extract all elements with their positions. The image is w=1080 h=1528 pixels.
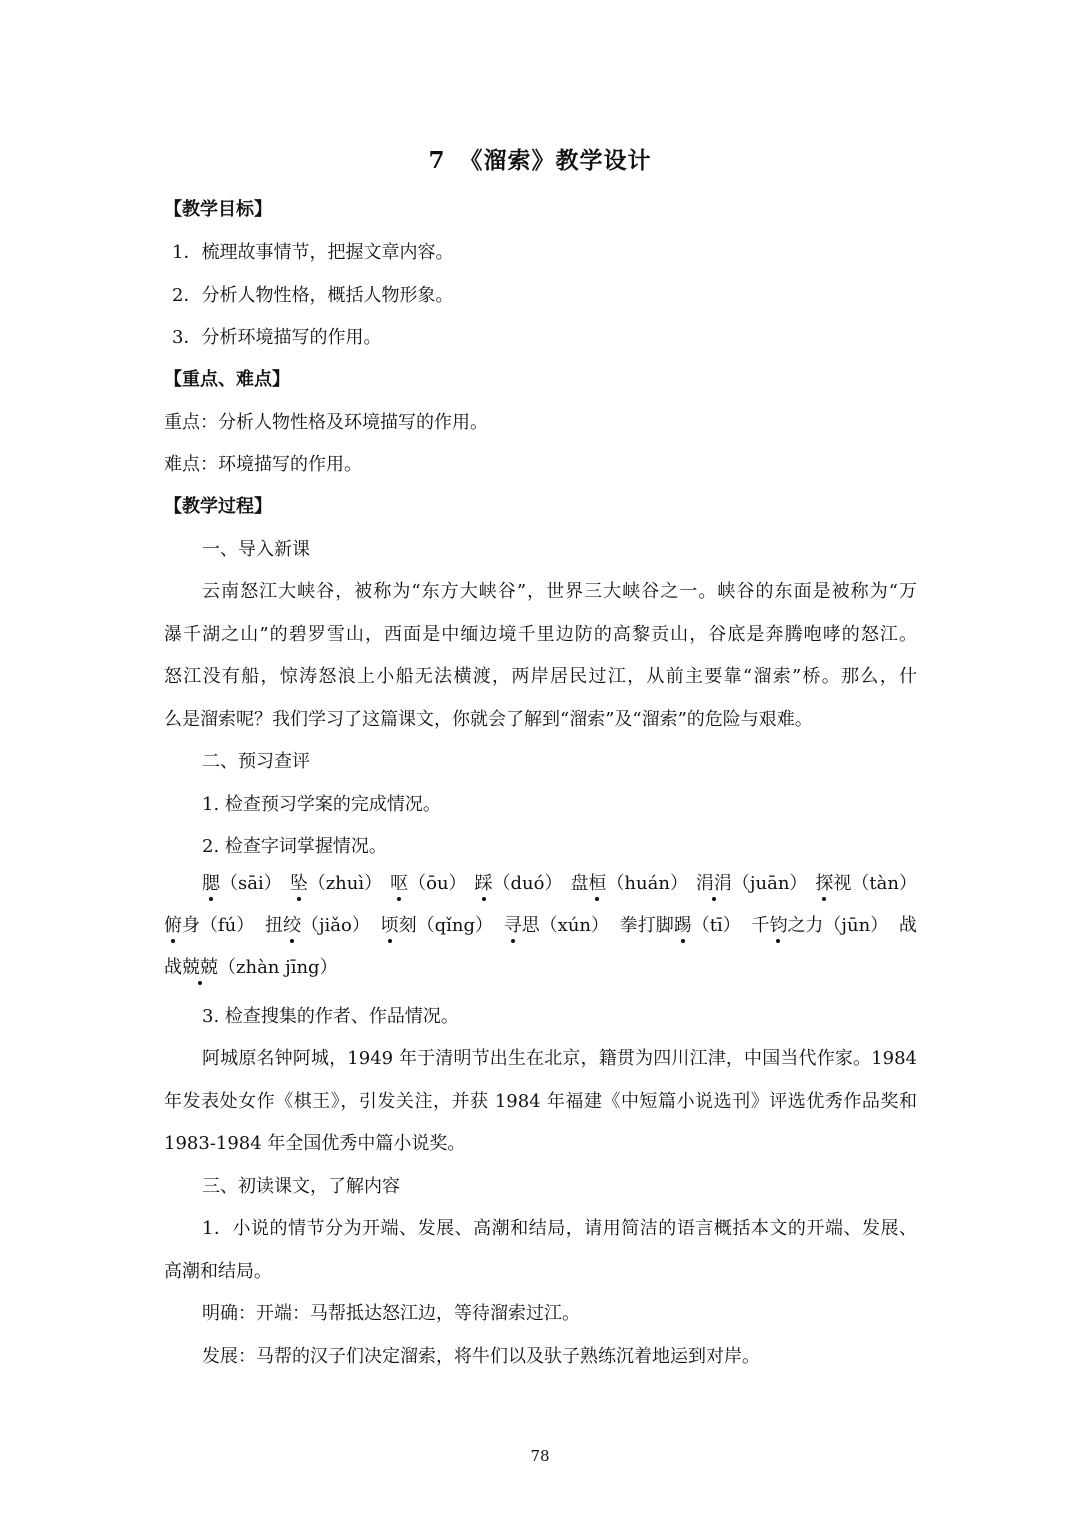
vocab-entry: 坠（zhuì） <box>290 871 382 897</box>
section1-title: 一、导入新课 <box>202 539 310 560</box>
intro-para-line-1: 云南怒江大峡谷，被称为“东方大峡谷”，世界三大峡谷之一。峡谷的东面是被称为“万 <box>202 581 917 602</box>
preview-item-1: 1. 检查预习学案的完成情况。 <box>202 794 441 815</box>
emphasis-dot-char: 顷 <box>381 913 399 939</box>
vocab-entry: 腮（sāi） <box>202 871 282 897</box>
objective-item-1: 1．梳理故事情节，把握文章内容。 <box>172 242 454 263</box>
vocab-entry: 战兢兢（zhàn jīng） <box>164 957 338 978</box>
vocab-entry: 寻思（xún） <box>504 913 609 939</box>
intro-para-line-4: 么是溜索呢？我们学习了这篇课文，你就会了解到“溜索”及“溜索”的危险与艰难。 <box>164 709 813 730</box>
process-heading: 【教学过程】 <box>164 496 272 517</box>
emphasis-dot-char: 坠 <box>290 871 308 897</box>
emphasis-dot-char: 寻 <box>504 913 522 939</box>
vocab-entry: 俯身（fú） <box>164 913 254 939</box>
emphasis-dot-char: 踩 <box>475 871 493 897</box>
page-number: 78 <box>530 1447 550 1465</box>
vocab-entry: 踩（duó） <box>475 871 563 897</box>
vocab-entry: 呕（ōu） <box>390 871 466 897</box>
difficult-point-text: 难点：环境描写的作用。 <box>164 454 362 475</box>
vocab-line-1 <box>202 871 917 897</box>
vocab-entry: 拳打脚踢（tī） <box>620 913 741 939</box>
answer-start: 明确：开端：马帮抵达怒江边，等待溜索过江。 <box>202 1303 580 1324</box>
objective-item-3: 3．分析环境描写的作用。 <box>172 327 382 348</box>
emphasis-dot-char: 涓涓 <box>696 871 732 897</box>
lesson-title: 《溜索》教学设计 <box>459 147 652 174</box>
preview-item-2: 2. 检查字词掌握情况。 <box>202 836 387 857</box>
vocab-entry: 探视（tàn） <box>815 871 917 897</box>
question-1-line-1: 1．小说的情节分为开端、发展、高潮和结局，请用简洁的语言概括本文的开端、发展、 <box>202 1218 917 1239</box>
emphasis-dot-char: 探 <box>815 871 833 897</box>
vocab-line-2 <box>164 913 917 939</box>
document-title <box>0 142 1080 175</box>
emphasis-dot-char: 呕 <box>390 871 408 897</box>
author-para-line-2: 年发表处女作《棋王》，引发关注，并获 1984 年福建《中短篇小说选刊》评选优秀作品奖和 <box>164 1091 917 1112</box>
emphasis-dot-char: 俯 <box>164 913 182 939</box>
key-points-heading: 【重点、难点】 <box>164 369 290 390</box>
objectives-heading: 【教学目标】 <box>164 199 272 220</box>
intro-para-line-2: 瀑千湖之山”的碧罗雪山，西面是中缅边境千里边防的高黎贡山，谷底是奔腾咆哮的怒江。 <box>164 624 917 645</box>
question-1-line-2: 高潮和结局。 <box>164 1261 272 1282</box>
vocab-entry: 扭绞（jiǎo） <box>265 913 370 939</box>
emphasis-dot-char: 踢 <box>674 913 692 939</box>
emphasis-dot-char: 桓 <box>588 871 606 897</box>
vocab-entry: 千钧之力（jūn） <box>751 913 888 939</box>
emphasis-dot-char: 兢兢 <box>182 955 218 981</box>
vocab-entry: 盘桓（huán） <box>570 871 688 897</box>
key-point-text: 重点：分析人物性格及环境描写的作用。 <box>164 412 488 433</box>
vocab-entry: 战 <box>898 915 917 936</box>
emphasis-dot-char: 腮 <box>202 871 220 897</box>
preview-item-3: 3. 检查搜集的作者、作品情况。 <box>202 1006 459 1027</box>
lesson-number: 7 <box>428 147 446 174</box>
section3-title: 三、初读课文，了解内容 <box>202 1176 400 1197</box>
intro-para-line-3: 怒江没有船，惊涛怒浪上小船无法横渡，两岸居民过江，从前主要靠“溜索”桥。那么，什 <box>164 666 917 687</box>
vocab-entry: 涓涓（juān） <box>696 871 808 897</box>
author-para-line-3: 1983-1984 年全国优秀中篇小说奖。 <box>164 1133 466 1154</box>
vocab-line-3 <box>164 955 924 981</box>
answer-development: 发展：马帮的汉子们决定溜索，将牛们以及驮子熟练沉着地运到对岸。 <box>202 1346 760 1367</box>
section2-title: 二、预习查评 <box>202 751 310 772</box>
vocab-entry: 顷刻（qǐng） <box>381 913 493 939</box>
author-para-line-1: 阿城原名钟阿城，1949 年于清明节出生在北京，籍贯为四川江津，中国当代作家。1984 <box>202 1048 917 1069</box>
objective-item-2: 2．分析人物性格，概括人物形象。 <box>172 285 454 306</box>
emphasis-dot-char: 绞 <box>283 913 301 939</box>
emphasis-dot-char: 钧 <box>769 913 787 939</box>
